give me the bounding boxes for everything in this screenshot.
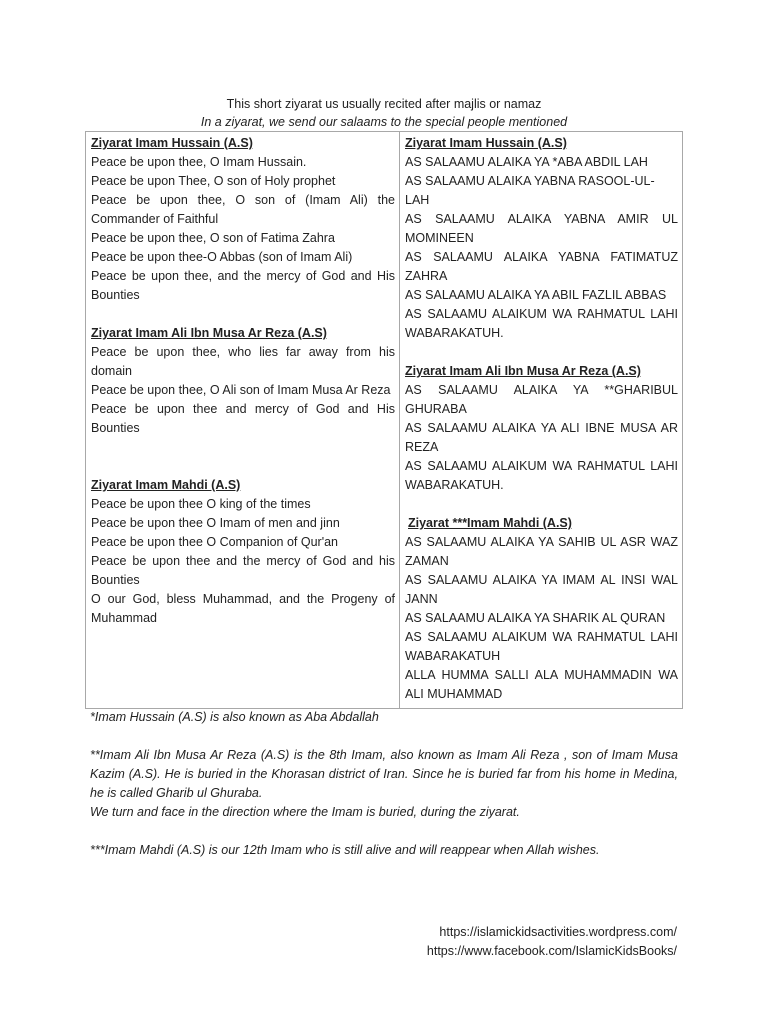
section-spacer [405,343,678,362]
text-line: AS SALAAMU ALAIKA YA **GHARIBUL GHURABA [405,383,678,416]
text-line: ALLA HUMMA SALLI ALA MUHAMMADIN WA ALI MUHAMMAD [405,668,678,701]
source-links [427,923,677,961]
footnote-2 [90,746,678,822]
section-title: Ziyarat ***Imam Mahdi (A.S) [408,516,572,530]
text-line: AS SALAAMU ALAIKA YA ALI IBNE MUSA AR REZA [405,421,678,454]
footnote-1 [90,708,678,727]
ziyarat-table [85,131,683,709]
text-line: Peace be upon Thee, O son of Holy prophet [91,174,336,188]
text-line: Peace be upon thee, who lies far away from his domain [91,345,395,378]
text-line: AS SALAAMU ALAIKA YABNA RASOOL-UL-LAH [405,174,655,207]
text-line: Peace be upon thee O Companion of Qur'an [91,535,338,549]
footnote-text: *Imam Hussain (A.S) is also known as Aba Abdallah [90,710,379,724]
section-spacer [405,495,678,514]
text-line: Peace be upon thee and mercy of God and His Bounties [91,402,395,435]
section-title: Ziyarat Imam Ali Ibn Musa Ar Reza (A.S) [91,326,327,340]
table-row [86,132,683,709]
text-line: AS SALAAMU ALAIKUM WA RAHMATUL LAHI WABARAKATUH [405,630,678,663]
facebook-link[interactable]: https://www.facebook.com/IslamicKidsBooks/ [426,944,677,958]
text-line: Peace be upon thee O king of the times [91,497,311,511]
text-line: Peace be upon thee, O Ali son of Imam Musa Ar Reza [91,383,391,397]
text-line: Peace be upon thee, O son of Fatima Zahra [91,231,335,245]
section-spacer [91,305,395,324]
section-title: Ziyarat Imam Hussain (A.S) [405,136,567,150]
text-line: AS SALAAMU ALAIKA YA SHARIK AL QURAN [405,611,666,625]
intro-line: This short ziyarat us usually recited after majlis or namaz [226,97,542,111]
footnote-text: ***Imam Mahdi (A.S) is our 12th Imam who is still alive and will reappear when Allah wishes. [90,843,600,857]
text-line: AS SALAAMU ALAIKA YABNA AMIR UL MOMINEEN [405,212,678,245]
text-line: AS SALAAMU ALAIKA YA IMAM AL INSI WAL JANN [405,573,678,606]
text-line: Peace be upon thee, and the mercy of God and His Bounties [91,269,395,302]
text-line: Peace be upon thee and the mercy of God and his Bounties [91,554,395,587]
text-line: Peace be upon thee, O Imam Hussain. [91,155,307,169]
section-spacer [91,438,395,476]
wordpress-link[interactable]: https://islamickidsactivities.wordpress.com/ [439,925,677,939]
text-line: Peace be upon thee-O Abbas (son of Imam Ali) [91,250,353,264]
text-line: AS SALAAMU ALAIKA YABNA FATIMATUZ ZAHRA [405,250,678,283]
text-line: AS SALAAMU ALAIKA YA *ABA ABDIL LAH [405,155,648,169]
intro-subtitle: In a ziyarat, we send our salaams to the special people mentioned [200,115,568,129]
text-line: AS SALAAMU ALAIKA YA ABIL FAZLIL ABBAS [405,288,667,302]
english-column [86,132,400,709]
text-line: Peace be upon thee O Imam of men and jinn [91,516,340,530]
intro [0,95,768,131]
text-line: AS SALAAMU ALAIKA YA SAHIB UL ASR WAZ ZAMAN [405,535,678,568]
section-title: Ziyarat Imam Ali Ibn Musa Ar Reza (A.S) [405,364,641,378]
text-line: AS SALAAMU ALAIKUM WA RAHMATUL LAHI WABARAKATUH. [405,459,678,492]
transliteration-column [400,132,683,709]
section-title: Ziyarat Imam Mahdi (A.S) [91,478,241,492]
text-line: O our God, bless Muhammad, and the Progeny of Muhammad [91,592,395,625]
footnote-text: We turn and face in the direction where the Imam is buried, during the ziyarat. [90,805,520,819]
section-title: Ziyarat Imam Hussain (A.S) [91,136,253,150]
text-line: Peace be upon thee, O son of (Imam Ali) the Commander of Faithful [91,193,395,226]
footnote-3 [90,841,678,860]
footnote-text: **Imam Ali Ibn Musa Ar Reza (A.S) is the 8th Imam, also known as Imam Ali Reza , son of Imam Musa Kazim (A.S). He is buried in the Khorasan district of Iran. Since he is buried far from his home in Medina, he is called Gharib ul Ghuraba. [90,748,678,800]
text-line: AS SALAAMU ALAIKUM WA RAHMATUL LAHI WABARAKATUH. [405,307,678,340]
